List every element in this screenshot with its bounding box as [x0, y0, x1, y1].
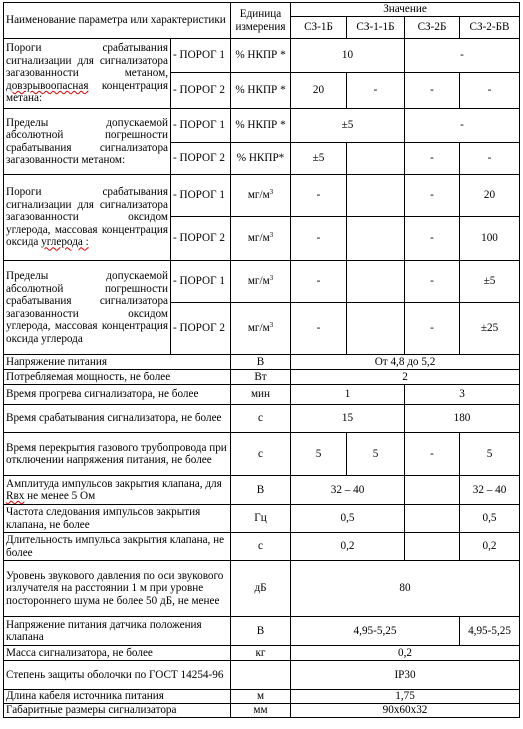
row-name: Напряжение питания датчика положения клапана [4, 617, 231, 646]
value-cell: 90x60x32 [291, 704, 520, 718]
unit-cell: кг [231, 646, 291, 661]
unit-cell: м [231, 690, 291, 704]
model-header: СЗ-2-БВ [460, 17, 520, 39]
unit-cell: % НКПР* [231, 143, 291, 175]
row-name: Амплитуда импульсов закрытия клапана, для Rвх не менее 5 Ом [4, 476, 231, 505]
value-cell: - [291, 175, 347, 217]
value-cell: 20 [460, 175, 520, 217]
unit-cell: дБ [231, 561, 291, 617]
value-cell: 80 [291, 561, 520, 617]
unit-cell: В [231, 617, 291, 646]
value-cell: - [405, 261, 460, 303]
value-cell: 0,5 [460, 505, 520, 533]
table-row [4, 370, 520, 385]
value-cell [405, 476, 460, 505]
unit-cell: В [231, 355, 291, 370]
level-label: - ПОРОГ 2 [171, 143, 231, 175]
row-name: Габаритные размеры сигнализатора [4, 704, 231, 718]
value-cell: - [405, 303, 460, 355]
unit-cell: $мг/м^3$ [231, 261, 291, 303]
value-cell: 0,2 [291, 646, 520, 661]
co-thresholds-name: Пороги срабатывания сигнализации для сигнализатора загазованности оксидом углерода, массовая концентрация оксида углерода : [4, 175, 171, 261]
header-unit: Единица измерения [231, 3, 291, 39]
value-cell: 20 [291, 73, 347, 109]
value-cell: ±5 [291, 143, 347, 175]
value-cell: 2 [291, 370, 520, 385]
value-cell [347, 175, 405, 217]
value-cell: 4,95-5,25 [291, 617, 460, 646]
row-name: Время перекрытия газового трубопровода при отключении напряжения питания, не более [4, 433, 231, 476]
model-header: СЗ-1-1Б [347, 17, 405, 39]
value-cell: - [405, 143, 460, 175]
row-name: Длина кабеля источника питания [4, 690, 231, 704]
header-row [4, 3, 520, 17]
unit-cell: $мг/м^3$ [231, 217, 291, 261]
unit-cell: % НКПР * [231, 109, 291, 143]
table-row [4, 661, 520, 690]
value-cell: 5 [347, 433, 405, 476]
row-name: Время срабатывания сигнализатора, не более [4, 405, 231, 433]
model-header: СЗ-2Б [405, 17, 460, 39]
row-name: Уровень звукового давления по оси звукового излучателя на расстоянии 1 м при уровне постороннего шума не более 50 дБ, не менее [4, 561, 231, 617]
value-cell: IP30 [291, 661, 520, 690]
row-name: Масса сигнализатора, не более [4, 646, 231, 661]
value-cell [347, 303, 405, 355]
value-cell [405, 533, 460, 561]
value-cell: - [460, 73, 520, 109]
unit-cell: с [231, 405, 291, 433]
unit-cell: % НКПР * [231, 73, 291, 109]
table-row [4, 433, 520, 476]
unit-cell: Гц [231, 505, 291, 533]
value-cell: 10 [291, 39, 405, 73]
value-cell: - [291, 303, 347, 355]
methane-thresholds-name: Пороги срабатывания сигнализации для сигнализатора загазованности метаном, довзрывоопасная концентрация метана: [4, 39, 171, 109]
table-row [4, 261, 520, 303]
level-label: - ПОРОГ 1 [171, 175, 231, 217]
unit-cell: В [231, 476, 291, 505]
value-cell: 0,2 [460, 533, 520, 561]
row-name: Частота следования импульсов закрытия клапана, не более [4, 505, 231, 533]
value-cell [347, 143, 405, 175]
table-row [4, 39, 520, 73]
level-label: - ПОРОГ 2 [171, 217, 231, 261]
value-cell: 3 [405, 385, 520, 405]
level-label: - ПОРОГ 2 [171, 73, 231, 109]
table-row [4, 561, 520, 617]
unit-cell: мм [231, 704, 291, 718]
table-row [4, 109, 520, 143]
value-cell: ±25 [460, 303, 520, 355]
value-cell: 5 [291, 433, 347, 476]
value-cell: - [405, 175, 460, 217]
value-cell: - [347, 73, 405, 109]
header-param-name: Наименование параметра или характеристики [4, 3, 231, 39]
table-row [4, 646, 520, 661]
table-row [4, 690, 520, 704]
value-cell: ±5 [291, 109, 405, 143]
value-cell: - [405, 109, 520, 143]
value-cell: 32 – 40 [460, 476, 520, 505]
table-row [4, 505, 520, 533]
row-name: Время прогрева сигнализатора, не более [4, 385, 231, 405]
value-cell: - [405, 39, 520, 73]
table-row [4, 704, 520, 718]
unit-cell: $мг/м^3$ [231, 303, 291, 355]
value-cell: 0,5 [291, 505, 405, 533]
table-row [4, 385, 520, 405]
value-cell: - [405, 433, 460, 476]
value-cell: 15 [291, 405, 405, 433]
unit-cell: с [231, 433, 291, 476]
table-row [4, 476, 520, 505]
co-error-name: Пределы допускаемой абсолютной погрешности срабатывания сигнализатора загазованности оксидом углерода, массовая концентрация оксида углерода [4, 261, 171, 355]
table-row [4, 533, 520, 561]
value-cell: - [405, 217, 460, 261]
value-cell: - [460, 143, 520, 175]
spec-sheet [3, 2, 519, 718]
table-row [4, 405, 520, 433]
value-cell: 5 [460, 433, 520, 476]
header-value: Значение [291, 3, 520, 17]
level-label: - ПОРОГ 1 [171, 261, 231, 303]
table-row [4, 617, 520, 646]
spec-table [3, 2, 520, 718]
value-cell: 1,75 [291, 690, 520, 704]
value-cell [347, 261, 405, 303]
methane-error-name: Пределы допускаемой абсолютной погрешности срабатывания сигнализатора загазованности метаном: [4, 109, 171, 175]
row-name: Напряжение питания [4, 355, 231, 370]
value-cell: 0,2 [291, 533, 405, 561]
row-name: Длительность импульса закрытия клапана, не более [4, 533, 231, 561]
value-cell: 100 [460, 217, 520, 261]
value-cell: 32 – 40 [291, 476, 405, 505]
unit-cell: % НКПР * [231, 39, 291, 73]
table-row [4, 175, 520, 217]
value-cell: - [291, 217, 347, 261]
value-cell [405, 505, 460, 533]
unit-cell [231, 661, 291, 690]
level-label: - ПОРОГ 1 [171, 109, 231, 143]
value-cell: - [291, 261, 347, 303]
table-row [4, 355, 520, 370]
model-header: СЗ-1Б [291, 17, 347, 39]
level-label: - ПОРОГ 1 [171, 39, 231, 73]
value-cell: - [405, 73, 460, 109]
unit-cell: мин [231, 385, 291, 405]
value-cell: 1 [291, 385, 405, 405]
value-cell [347, 217, 405, 261]
row-name: Степень защиты оболочки по ГОСТ 14254-96 [4, 661, 231, 690]
row-name: Потребляемая мощность, не более [4, 370, 231, 385]
value-cell: От 4,8 до 5,2 [291, 355, 520, 370]
value-cell: 180 [405, 405, 520, 433]
unit-cell: Вт [231, 370, 291, 385]
level-label: - ПОРОГ 2 [171, 303, 231, 355]
value-cell: 4,95-5,25 [460, 617, 520, 646]
unit-cell: $мг/м^3$ [231, 175, 291, 217]
value-cell: ±5 [460, 261, 520, 303]
unit-cell: с [231, 533, 291, 561]
